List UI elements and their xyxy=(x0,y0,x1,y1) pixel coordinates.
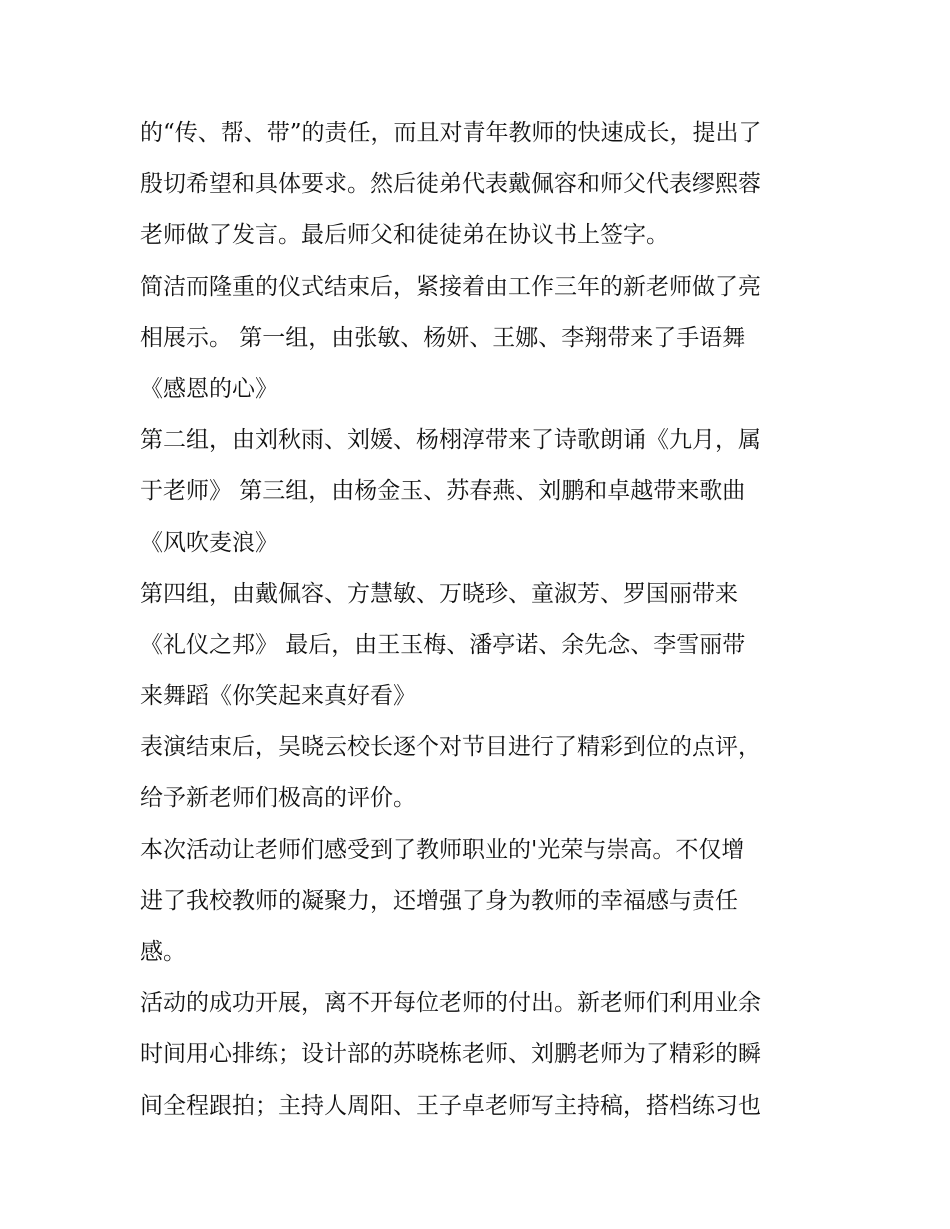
text-line: 的“传、帮、带”的责任，而且对青年教师的快速成长，提出了 xyxy=(140,120,762,146)
text-line: 表演结束后，吴晓云校长逐个对节目进行了精彩到位的点评， xyxy=(140,734,761,761)
text-line: 进了我校教师的凝聚力，还增强了身为教师的幸福感与责任 xyxy=(140,887,738,914)
text-line: 间全程跟拍；主持人周阳、王子卓老师写主持稿，搭档练习也 xyxy=(140,1092,761,1119)
text-line: 《风吹麦浪》 xyxy=(140,529,278,556)
text-line: 殷切希望和具体要求。然后徒弟代表戴佩容和师父代表缪熙蓉 xyxy=(140,171,761,198)
text-line: 活动的成功开展，离不开每位老师的付出。新老师们利用业余 xyxy=(140,990,761,1017)
text-line: 感。 xyxy=(140,939,186,965)
text-line: 《礼仪之邦》 最后，由王玉梅、潘亭诺、余先念、李雪丽带 xyxy=(140,631,746,658)
text-line: 《感恩的心》 xyxy=(140,375,278,402)
text-line: 第四组，由戴佩容、方慧敏、万晓珍、童淑芳、罗国丽带来 xyxy=(140,580,738,607)
text-line: 来舞蹈《你笑起来真好看》 xyxy=(140,683,416,710)
text-line: 第二组，由刘秋雨、刘媛、杨栩淳带来了诗歌朗诵《九月，属 xyxy=(140,427,761,454)
text-line: 时间用心排练；设计部的苏晓栋老师、刘鹏老师为了精彩的瞬 xyxy=(140,1041,761,1068)
text-line: 于老师》 第三组，由杨金玉、苏春燕、刘鹏和卓越带来歌曲 xyxy=(140,478,746,505)
text-line: 简洁而隆重的仪式结束后，紧接着由工作三年的新老师做了亮 xyxy=(140,273,761,300)
document-body-text xyxy=(140,108,830,1132)
text-line: 老师做了发言。最后师父和徒徒弟在协议书上签字。 xyxy=(140,222,669,249)
text-line: 本次活动让老师们感受到了教师职业的'光荣与崇高。不仅增 xyxy=(140,836,745,863)
text-line: 相展示。 第一组，由张敏、杨妍、王娜、李翔带来了手语舞 xyxy=(140,324,746,351)
text-line: 给予新老师们极高的评价。 xyxy=(140,785,416,812)
